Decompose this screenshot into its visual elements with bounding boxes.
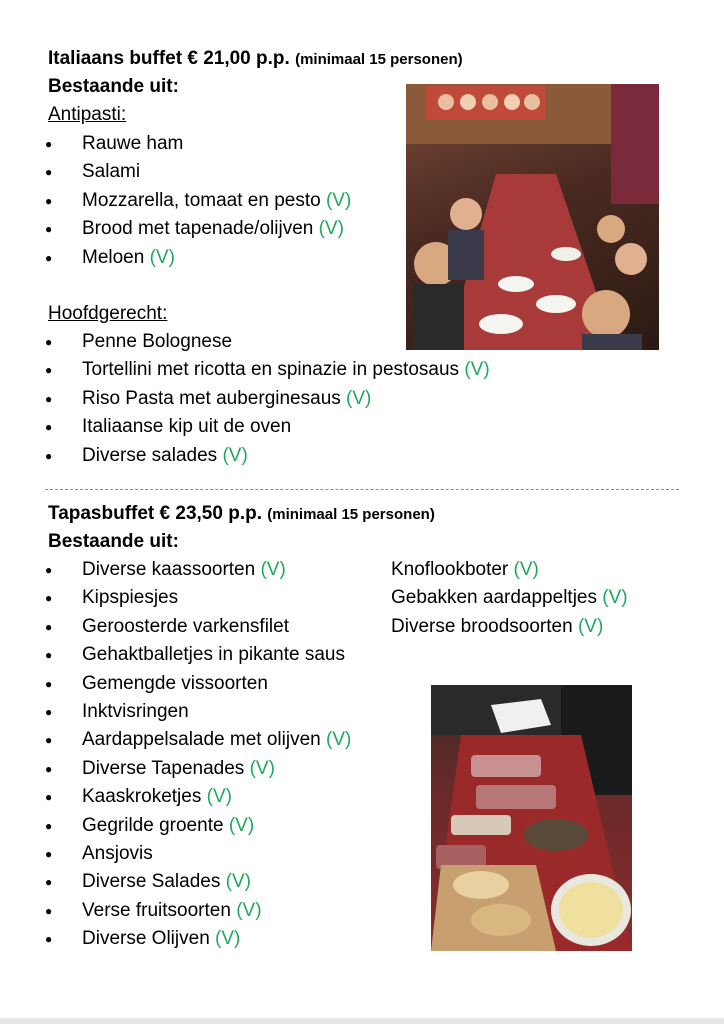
item-text: Diverse Olijven: [82, 928, 210, 950]
bullet-icon: ●: [45, 846, 53, 861]
bullet-icon: ●: [45, 704, 53, 719]
vegetarian-badge: (V): [602, 587, 628, 609]
item-text: Diverse Salades: [82, 871, 221, 893]
vegetarian-badge: (V): [225, 871, 251, 893]
item-text: Verse fruitsoorten: [82, 899, 231, 921]
item-text: Kaaskroketjes: [82, 786, 202, 808]
bullet-icon: ●: [45, 335, 53, 349]
item-text: Gebakken aardappeltjes: [391, 587, 597, 609]
tapas-buffet-illustration: [431, 685, 632, 951]
item-text: Diverse broodsoorten: [391, 615, 573, 637]
list-item: [0, 187, 351, 215]
tapas-buffet-heading: [48, 503, 435, 525]
bullet-icon: ●: [45, 420, 53, 435]
bullet-icon: ●: [45, 619, 53, 634]
item-text: Knoflookboter: [391, 559, 509, 580]
list-item: [0, 641, 351, 669]
item-text: Meloen: [82, 246, 145, 268]
footer-bar: [0, 1018, 724, 1024]
list-item: [0, 755, 351, 783]
item-text: Brood met tapenade/olijven: [82, 218, 314, 240]
list-item: [0, 812, 351, 840]
bullet-icon: ●: [45, 591, 53, 606]
bullet-icon: ●: [45, 193, 53, 208]
vegetarian-badge: (V): [325, 189, 352, 211]
bullet-icon: ●: [45, 733, 53, 748]
item-text: Gemengde vissoorten: [82, 672, 268, 694]
list-item: [0, 413, 490, 441]
item-text: Italiaanse kip uit de oven: [82, 416, 292, 438]
bullet-icon: ●: [45, 165, 53, 180]
antipasti-list: [0, 130, 351, 272]
bullet-icon: ●: [45, 648, 53, 663]
item-text: Gehaktballetjes in pikante saus: [82, 644, 345, 666]
tapas-extra-list: [391, 556, 628, 641]
item-text: Diverse kaassoorten: [82, 559, 256, 580]
vegetarian-badge: (V): [236, 899, 262, 921]
bullet-icon: ●: [45, 818, 53, 833]
item-text: Ansjovis: [82, 842, 153, 864]
vegetarian-badge: (V): [215, 928, 241, 950]
list-item: [0, 584, 351, 612]
item-text: Diverse salades: [82, 444, 218, 466]
item-text: Diverse Tapenades: [82, 757, 245, 779]
list-item: [0, 556, 351, 584]
vegetarian-badge: (V): [260, 559, 286, 580]
list-item: [0, 215, 351, 243]
tapas-buffet-photo: [431, 685, 632, 951]
list-item: [0, 726, 351, 754]
vegetarian-badge: (V): [464, 359, 490, 381]
list-item: [0, 925, 351, 953]
list-item: [0, 442, 490, 470]
tapas-list: [0, 556, 351, 953]
item-text: Aardappelsalade met olijven: [82, 729, 321, 751]
vegetarian-badge: (V): [326, 729, 352, 751]
bullet-icon: ●: [45, 676, 53, 691]
bullet-icon: ●: [45, 250, 53, 265]
vegetarian-badge: (V): [222, 444, 248, 466]
italian-subtitle: Bestaande uit:: [48, 76, 179, 97]
vegetarian-badge: (V): [513, 559, 539, 580]
item-text: Salami: [82, 161, 141, 183]
vegetarian-badge: (V): [346, 387, 372, 409]
antipasti-label: Antipasti:: [48, 104, 127, 125]
vegetarian-badge: (V): [577, 615, 604, 637]
list-item: [0, 670, 351, 698]
bullet-icon: ●: [45, 391, 53, 406]
item-text: Rauwe ham: [82, 133, 184, 154]
list-item: [0, 613, 351, 641]
list-item: [0, 158, 351, 186]
tapas-buffet-title: Tapasbuffet € 23,50 p.p.: [48, 503, 262, 524]
bullet-icon: ●: [45, 222, 53, 237]
item-text: Kipspiesjes: [82, 587, 179, 609]
bullet-icon: ●: [45, 903, 53, 918]
bullet-icon: ●: [45, 790, 53, 805]
bullet-icon: ●: [45, 875, 53, 890]
bullet-icon: ●: [45, 363, 53, 378]
list-item: [0, 783, 351, 811]
bullet-icon: ●: [45, 761, 53, 776]
list-item: [0, 356, 490, 384]
item-text: Tortellini met ricotta en spinazie in pestosaus: [82, 359, 460, 381]
list-item: [0, 385, 490, 413]
vegetarian-badge: (V): [228, 814, 255, 836]
italian-buffet-note: (minimaal 15 personen): [295, 51, 463, 68]
italian-buffet-title: Italiaans buffet € 21,00 p.p.: [48, 48, 290, 69]
bullet-icon: ●: [45, 448, 53, 463]
list-item: [0, 130, 351, 158]
list-item: [391, 584, 628, 612]
list-item: [0, 244, 351, 272]
item-text: Penne Bolognese: [82, 331, 233, 352]
italian-buffet-heading: [48, 48, 463, 70]
bullet-icon: ●: [45, 137, 53, 151]
tapas-subtitle: Bestaande uit:: [48, 531, 179, 552]
list-item: [0, 897, 351, 925]
tapas-buffet-note: (minimaal 15 personen): [267, 506, 435, 523]
vegetarian-badge: (V): [206, 786, 232, 808]
bullet-icon: ●: [45, 563, 53, 577]
item-text: Inktvisringen: [82, 700, 189, 722]
item-text: Mozzarella, tomaat en pesto: [82, 189, 321, 211]
list-item: [391, 556, 628, 584]
item-text: Riso Pasta met auberginesaus: [82, 387, 341, 409]
group-dinner-photo: [406, 84, 659, 350]
vegetarian-badge: (V): [249, 757, 275, 779]
vegetarian-badge: (V): [318, 218, 344, 240]
item-text: Geroosterde varkensfilet: [82, 615, 289, 637]
list-item: [0, 698, 351, 726]
bullet-icon: ●: [45, 932, 53, 947]
list-item: [391, 613, 628, 641]
vegetarian-badge: (V): [149, 246, 175, 268]
main-course-label: Hoofdgerecht:: [48, 303, 168, 324]
section-divider: [45, 489, 679, 490]
list-item: [0, 840, 351, 868]
item-text: Gegrilde groente: [82, 814, 224, 836]
list-item: [0, 868, 351, 896]
group-dinner-illustration: [406, 84, 659, 350]
